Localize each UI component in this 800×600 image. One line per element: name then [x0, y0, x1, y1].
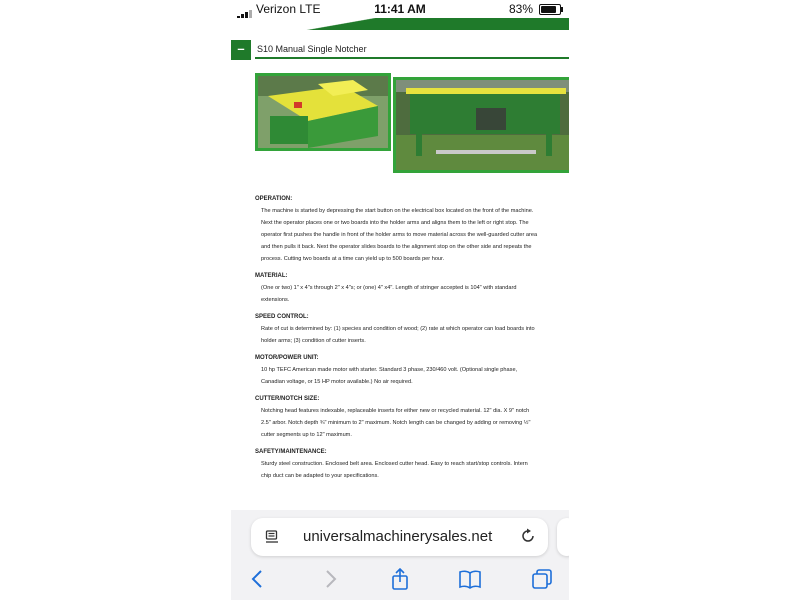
section-text-line: Next the operator places one or two boards into the holder arms and aligns them to the left or right stop. The	[261, 220, 529, 226]
section-text-line: operator first pushes the handle in front of the holder arms to move material across the well-guarded cutter area	[261, 232, 538, 238]
section-text-line: Canadian voltage, or 15 HP motor available.) No air required.	[261, 379, 413, 385]
section-text-line: Notching head features indexable, replaceable inserts for either new or recycled material. 12" dia. X 9" notch	[261, 408, 530, 414]
battery-percent: 83%	[508, 2, 533, 16]
status-bar	[231, 0, 569, 18]
page-title: S10 Manual Single Notcher	[257, 44, 367, 54]
url-text[interactable]: universalmachinerysales.net	[303, 528, 493, 545]
forward-chevron-icon[interactable]	[319, 568, 341, 590]
section-heading: CUTTER/NOTCH SIZE:	[255, 396, 320, 402]
next-tab-preview[interactable]	[557, 518, 569, 556]
phone-screen	[231, 0, 569, 600]
section-text-line: (One or two) 1" x 4"s through 2" x 4"s; or (one) 4" x4". Length of stringer accepted is 104" with standard	[261, 285, 517, 291]
spec-content	[255, 188, 569, 482]
machine-photo-2[interactable]	[393, 77, 569, 173]
section-text-line: 2.5" arbor. Notch depth ¾" minimum to 2" maximum. Notch length can be changed by adding or removing ½"	[261, 420, 531, 426]
machine-photo-1[interactable]	[255, 73, 391, 151]
section-heading: MATERIAL:	[255, 273, 288, 279]
section-heading: SAFETY/MAINTENANCE:	[255, 449, 327, 455]
carrier-label: Verizon LTE	[256, 2, 321, 16]
back-chevron-icon[interactable]	[247, 568, 269, 590]
section-heading: MOTOR/POWER UNIT:	[255, 355, 319, 361]
clock: 11:41 AM	[374, 2, 426, 16]
tabs-icon[interactable]	[531, 568, 553, 590]
collapse-button[interactable]: –	[231, 40, 251, 60]
section-text-line: process. Cutting two boards at a time can yield up to 500 boards per hour.	[261, 256, 445, 262]
section-heading: OPERATION:	[255, 196, 293, 202]
section-text-line: and then pulls it back. Next the operator slides boards to the alignment stop on the other side and repeats the	[261, 244, 532, 250]
section-text-line: 10 hp TEFC American made motor with starter. Standard 3 phase, 230/460 volt. (Optional single phase,	[261, 367, 518, 373]
title-underline	[255, 57, 569, 59]
section-text-line: Sturdy steel construction. Enclosed belt area. Enclosed cutter head. Easy to reach start/stop controls. Intern	[261, 461, 528, 467]
reload-icon[interactable]	[520, 528, 536, 544]
section-text-line: The machine is started by depressing the start button on the electrical box located on the front of the machine.	[261, 208, 534, 214]
address-bar[interactable]	[251, 518, 548, 556]
safari-bottom-bar	[231, 510, 569, 600]
section-text-line: extensions.	[261, 297, 290, 303]
section-text-line: chip duct can be adapted to your specifications.	[261, 473, 379, 479]
section-heading: SPEED CONTROL:	[255, 314, 309, 320]
section-text-line: holder arms; (3) condition of cutter inserts.	[261, 338, 366, 344]
web-page	[231, 30, 569, 510]
bookmarks-icon[interactable]	[459, 568, 481, 590]
safari-toolbar	[231, 564, 569, 594]
reader-icon[interactable]	[265, 530, 279, 544]
page-title-bar	[231, 40, 569, 60]
battery-icon	[539, 4, 561, 15]
share-icon[interactable]	[389, 568, 411, 590]
header-banner	[231, 18, 569, 30]
section-text-line: cutter segments up to 12" maximum.	[261, 432, 352, 438]
section-text-line: Rate of cut is determined by: (1) species and condition of wood; (2) rate at which operator can load boards into	[261, 326, 535, 332]
